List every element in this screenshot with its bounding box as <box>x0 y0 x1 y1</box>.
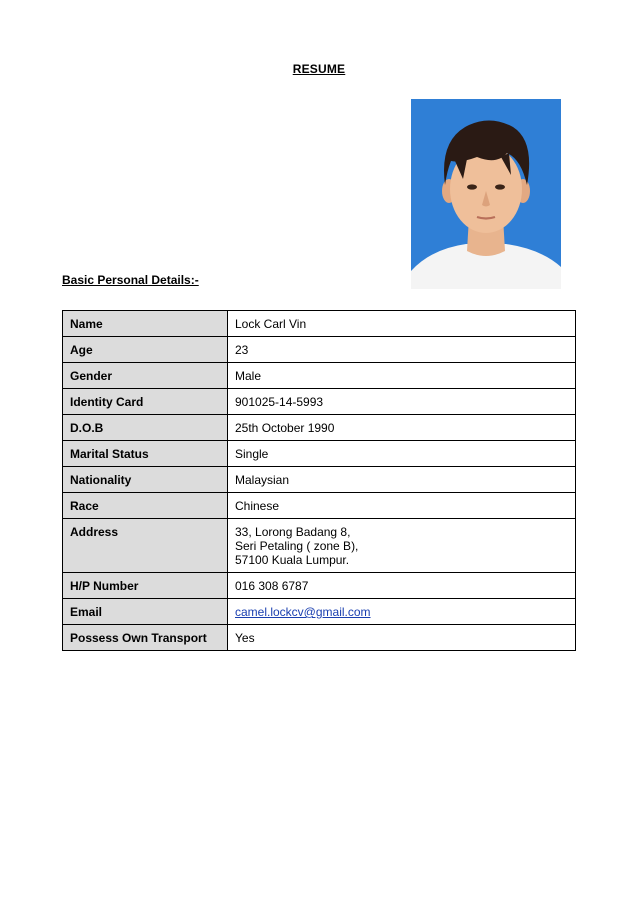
table-row <box>63 311 576 337</box>
row-label-marital-status: Marital Status <box>63 441 228 467</box>
table-row <box>63 389 576 415</box>
row-label-email: Email <box>63 599 228 625</box>
table-row <box>63 599 576 625</box>
row-label-dob: D.O.B <box>63 415 228 441</box>
row-value-identity-card: 901025-14-5993 <box>228 389 576 415</box>
address-line-2: Seri Petaling ( zone B), <box>235 539 359 553</box>
row-value-age: 23 <box>228 337 576 363</box>
address-line-3: 57100 Kuala Lumpur. <box>235 553 350 567</box>
row-value-race: Chinese <box>228 493 576 519</box>
table-row <box>63 519 576 573</box>
address-line-1: 33, Lorong Badang 8, <box>235 525 351 539</box>
table-row <box>63 467 576 493</box>
row-label-hp-number: H/P Number <box>63 573 228 599</box>
table-row <box>63 573 576 599</box>
row-value-own-transport: Yes <box>228 625 576 651</box>
table-row <box>63 625 576 651</box>
personal-details-table <box>62 310 576 651</box>
row-value-gender: Male <box>228 363 576 389</box>
row-label-nationality: Nationality <box>63 467 228 493</box>
table-row <box>63 441 576 467</box>
row-value-hp-number: 016 308 6787 <box>228 573 576 599</box>
row-value-dob: 25th October 1990 <box>228 415 576 441</box>
row-value-nationality: Malaysian <box>228 467 576 493</box>
table-row <box>63 493 576 519</box>
row-label-age: Age <box>63 337 228 363</box>
row-label-name: Name <box>63 311 228 337</box>
table-row <box>63 363 576 389</box>
row-label-race: Race <box>63 493 228 519</box>
section-heading-personal-details: Basic Personal Details:- <box>62 273 199 287</box>
row-label-own-transport: Possess Own Transport <box>63 625 228 651</box>
email-link[interactable]: camel.lockcv@gmail.com <box>235 605 371 619</box>
row-value-email <box>228 599 576 625</box>
row-value-marital-status: Single <box>228 441 576 467</box>
row-value-address <box>228 519 576 573</box>
person-portrait-photo-icon <box>411 99 561 289</box>
table-row <box>63 337 576 363</box>
row-label-identity-card: Identity Card <box>63 389 228 415</box>
row-label-gender: Gender <box>63 363 228 389</box>
page-title: RESUME <box>292 62 346 76</box>
table-row <box>63 415 576 441</box>
row-value-name: Lock Carl Vin <box>228 311 576 337</box>
row-label-address: Address <box>63 519 228 573</box>
profile-photo <box>411 99 561 289</box>
